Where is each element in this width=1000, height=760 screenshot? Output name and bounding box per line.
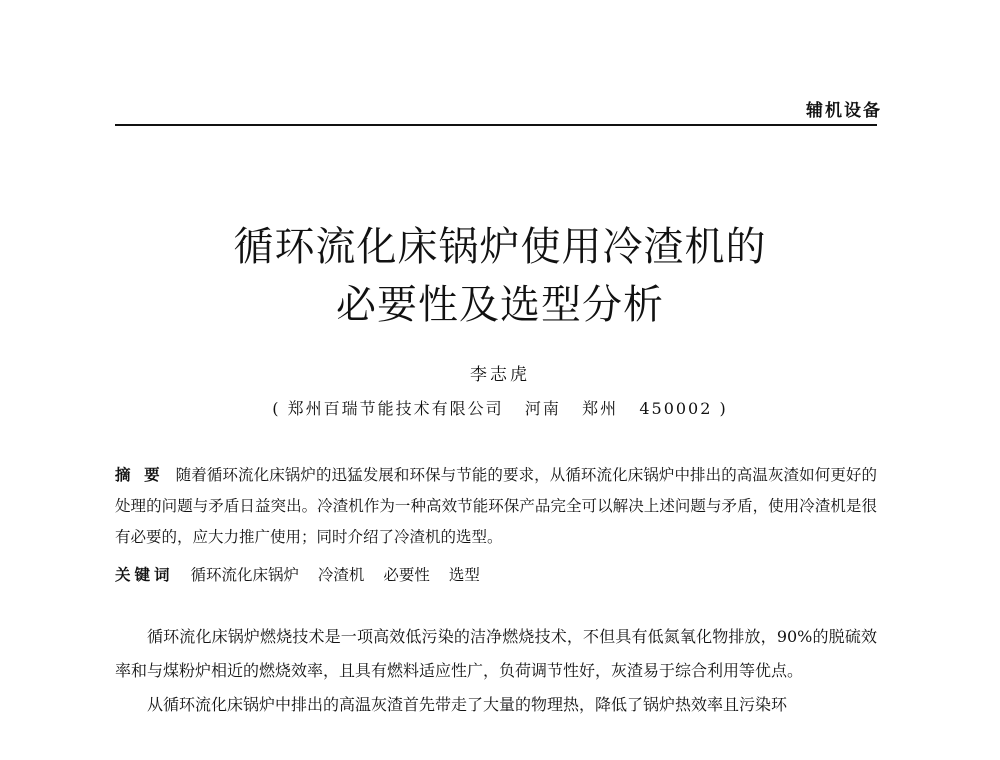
header-rule <box>115 124 877 126</box>
body-paragraph: 从循环流化床锅炉中排出的高温灰渣首先带走了大量的物理热，降低了锅炉热效率且污染环 <box>147 695 788 714</box>
keyword-item: 必要性 <box>383 566 430 584</box>
body-paragraph: 循环流化床锅炉燃烧技术是一项高效低污染的洁净燃烧技术，不但具有低氮氧化物排放，90%的脱硫效率和与煤粉炉相近的燃烧效率，且具有燃料适应性广，负荷调节性好，灰渣易于综合利用等优点。 <box>115 627 877 680</box>
keyword-item: 循环流化床锅炉 <box>190 566 299 584</box>
paper-title <box>0 218 1000 334</box>
keyword-item: 冷渣机 <box>317 566 365 584</box>
abstract-label: 摘 要 <box>115 466 164 484</box>
author: 李志虎 <box>470 365 530 385</box>
keyword-item: 选型 <box>448 566 480 584</box>
abstract-text: 随着循环流化床锅炉的迅猛发展和环保与节能的要求，从循环流化床锅炉中排出的高温灰渣如何更好的处理的问题与矛盾日益突出。冷渣机作为一种高效节能环保产品完全可以解决上述问题与矛盾，使用冷渣机是很有必要的，应大力推广使用；同时介绍了冷渣机的选型。 <box>115 466 877 546</box>
keywords <box>115 560 877 591</box>
keywords-label: 关键词 <box>115 566 174 584</box>
title-line-2: 必要性及选型分析 <box>336 282 664 328</box>
body-text <box>115 620 877 722</box>
section-tag: 辅机设备 <box>806 101 882 121</box>
title-line-1: 循环流化床锅炉使用冷渣机的 <box>233 224 767 270</box>
abstract <box>115 460 877 553</box>
affiliation: ( 郑州百瑞节能技术有限公司 河南 郑州 450002 ) <box>272 399 728 418</box>
